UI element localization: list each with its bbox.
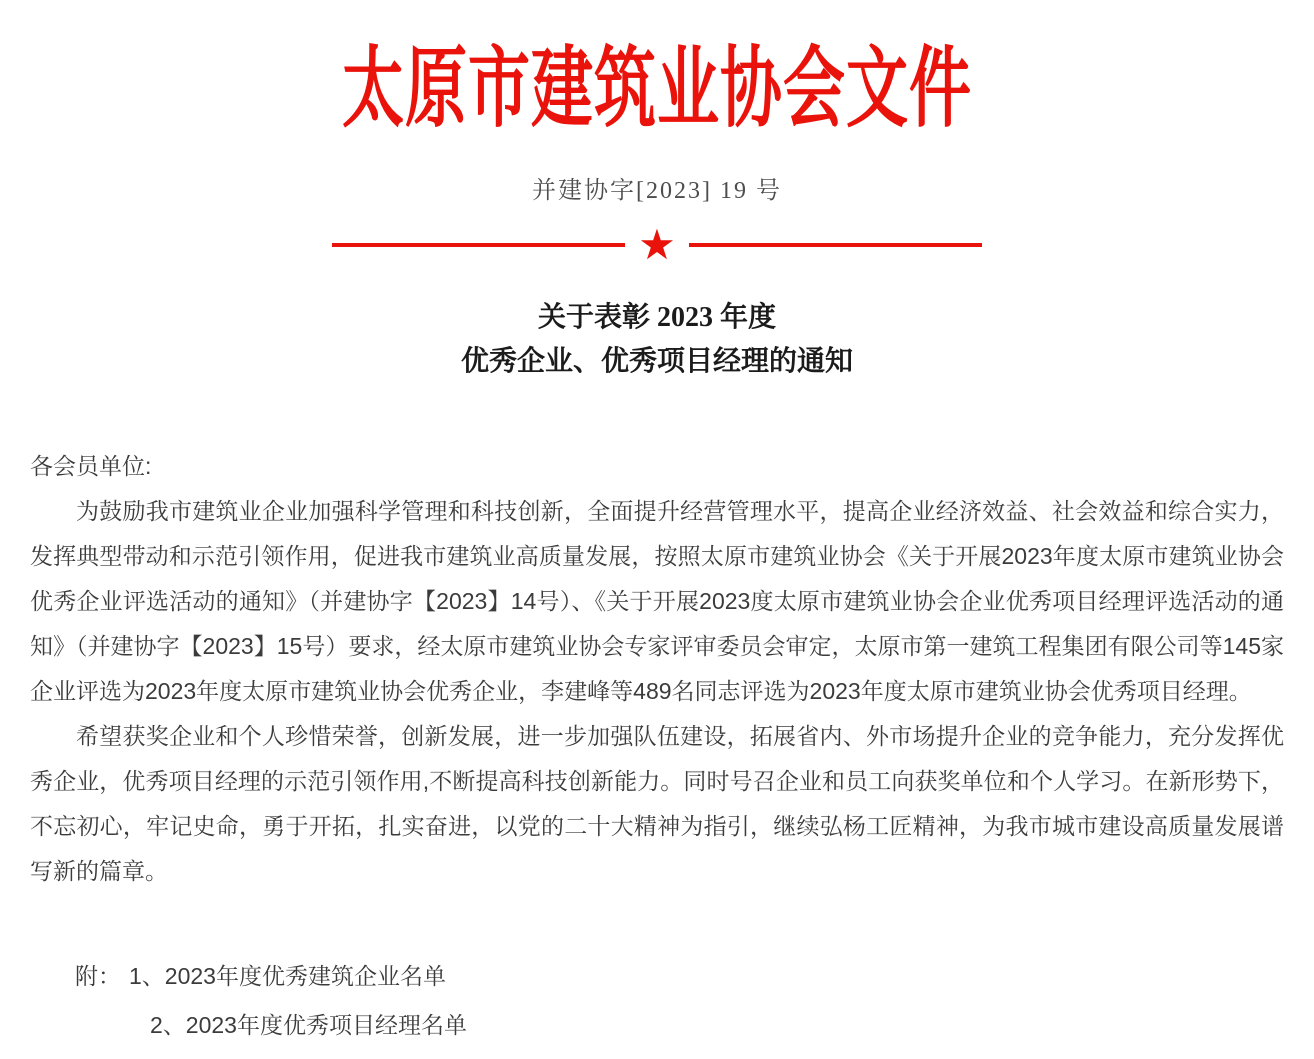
red-divider-line-right: [689, 243, 982, 247]
notice-title-line1: 关于表彰 2023 年度: [537, 302, 776, 333]
attachments-label: 附：: [75, 963, 121, 989]
body-paragraph-2: 希望获奖企业和个人珍惜荣誉，创新发展，进一步加强队伍建设，拓展省内、外市场提升企业的竞争能力，充分发挥优秀企业，优秀项目经理的示范引领作用,不断提高科技创新能力。同时号召企业和员工向获奖单位和个人学习。在新形势下，不忘初心，牢记史命，勇于开拓，扎实奋进，以党的二十大精神为指引，继续弘杨工匠精神，为我市城市建设高质量发展谱写新的篇章。: [30, 723, 1284, 884]
notice-title-line2: 优秀企业、优秀项目经理的通知: [460, 346, 853, 377]
salutation: 各会员单位:: [30, 453, 152, 479]
attachment-item-2-row: [150, 1001, 1284, 1050]
red-divider-line-left: [332, 243, 625, 247]
notice-title: [30, 296, 1284, 384]
attachment-item-2: 2、2023年度优秀项目经理名单: [150, 1012, 467, 1038]
attachment-item-1-row: [75, 952, 1284, 1001]
letterhead-org-title: [30, 42, 1284, 138]
document-page: [0, 42, 1314, 1059]
red-divider: [332, 221, 982, 268]
body-paragraph-1: 为鼓励我市建筑业企业加强科学管理和科技创新，全面提升经营管理水平，提高企业经济效益、社会效益和综合实力，发挥典型带动和示范引领作用，促进我市建筑业高质量发展，按照太原市建筑业协会《关于开展2023年度太原市建筑业协会优秀企业评选活动的通知》（并建协字【2023】14号）、《关于开展2023度太原市建筑业协会企业优秀项目经理评选活动的通知》（并建协字【2023】15号）要求，经太原市建筑业协会专家评审委员会审定，太原市第一建筑工程集团有限公司等145家企业评选为2023年度太原市建筑业协会优秀企业，李建峰等489名同志评选为2023年度太原市建筑业协会优秀项目经理。: [30, 498, 1284, 704]
attachment-item-1: 1、2023年度优秀建筑企业名单: [129, 963, 446, 989]
star-icon: ★: [638, 221, 676, 268]
attachments: [30, 952, 1284, 1050]
letterhead-org-title-text: 太原市建筑业协会文件: [341, 41, 972, 139]
notice-body: [30, 444, 1284, 894]
doc-number: 并建协字[2023] 19 号: [532, 178, 782, 204]
